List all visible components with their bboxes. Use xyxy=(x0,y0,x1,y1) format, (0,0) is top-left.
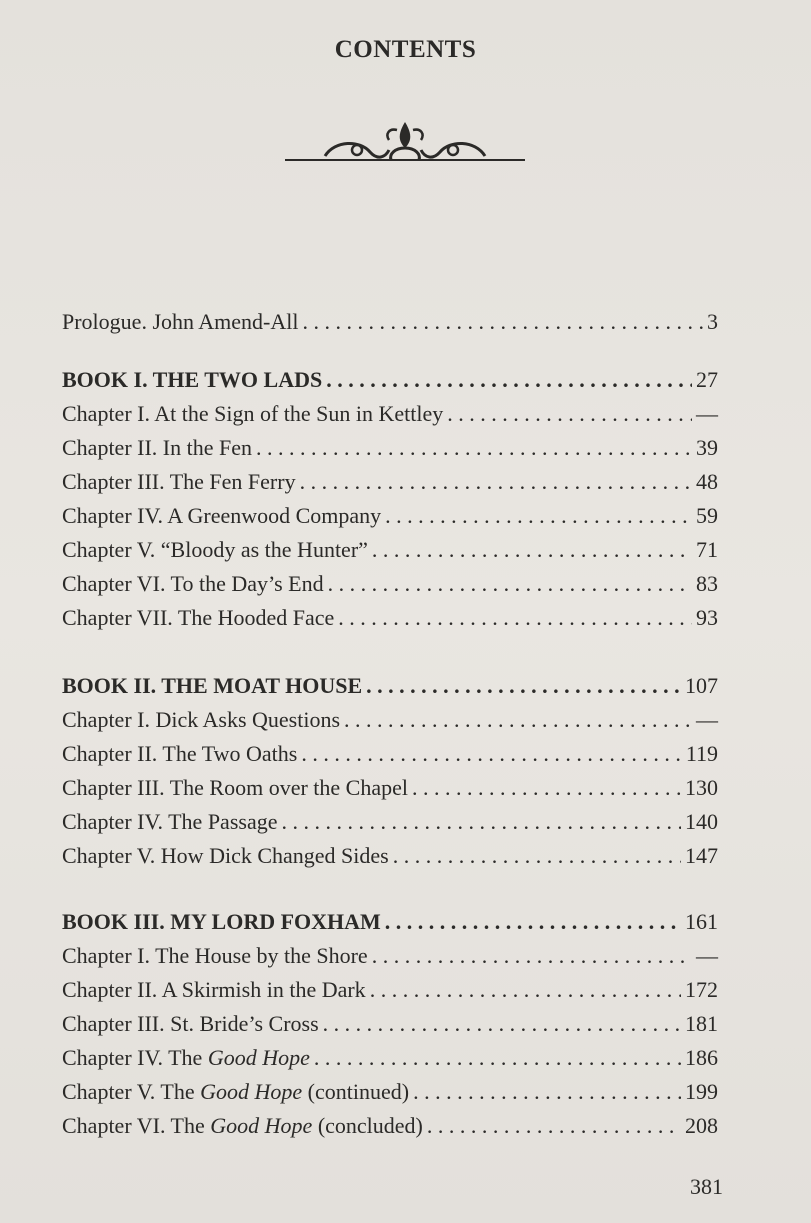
toc-page-number: 147 xyxy=(685,843,718,868)
toc-page-number: 208 xyxy=(685,1113,718,1138)
dot-leader xyxy=(300,466,692,498)
decorative-flourish-icon xyxy=(285,118,525,174)
toc-entry xyxy=(62,466,718,498)
toc-page-number: 83 xyxy=(696,571,718,596)
toc-page-number: 59 xyxy=(696,503,718,528)
toc-entry-title: Chapter I. Dick Asks Questions xyxy=(62,707,341,732)
toc-page-number: 48 xyxy=(696,469,718,494)
page-number: 381 xyxy=(690,1174,723,1199)
toc-entry xyxy=(62,806,718,838)
dot-leader xyxy=(447,398,692,430)
dot-leader xyxy=(301,738,681,770)
toc-entry xyxy=(62,500,718,532)
toc-page-number: 39 xyxy=(696,435,718,460)
toc-page-number: 140 xyxy=(685,809,718,834)
toc-entry xyxy=(62,602,718,634)
toc-entry-title: Chapter VI. To the Day’s End xyxy=(62,571,324,596)
toc-entry-title: BOOK I. THE TWO LADS xyxy=(62,367,323,392)
toc-page-number: 71 xyxy=(696,537,718,562)
dot-leader xyxy=(372,940,692,972)
toc-entry-title xyxy=(62,1042,310,1074)
toc-entry xyxy=(62,772,718,804)
toc-page-number: — xyxy=(696,943,718,968)
toc-entry xyxy=(62,1042,718,1074)
page-title: CONTENTS xyxy=(334,36,477,63)
toc-entry-title: Chapter III. The Room over the Chapel xyxy=(62,775,408,800)
toc-entry xyxy=(62,940,718,972)
toc-entry-title-suffix: (continued) xyxy=(302,1079,410,1104)
toc-entry-title: BOOK II. THE MOAT HOUSE xyxy=(62,673,363,698)
dot-leader xyxy=(412,772,681,804)
dot-leader xyxy=(328,568,692,600)
toc-entry-title: Chapter III. St. Bride’s Cross xyxy=(62,1011,319,1036)
toc-entry xyxy=(62,1110,718,1142)
toc-entry xyxy=(62,974,718,1006)
toc-entry xyxy=(62,568,718,600)
toc-entry-title: Prologue. John Amend-All xyxy=(62,309,299,334)
toc-page-number: 172 xyxy=(685,977,718,1002)
toc-page-number: 93 xyxy=(696,605,718,630)
dot-leader xyxy=(385,906,681,938)
toc-entry-title: Chapter V. “Bloody as the Hunter” xyxy=(62,537,368,562)
toc-entry xyxy=(62,398,718,430)
toc-entry-title: Chapter IV. A Greenwood Company xyxy=(62,503,382,528)
toc-entry-title: Chapter II. A Skirmish in the Dark xyxy=(62,977,366,1002)
toc-entry-title-prefix: Chapter VI. The xyxy=(62,1113,211,1138)
dot-leader xyxy=(413,1076,681,1108)
toc-entry xyxy=(62,1076,718,1108)
toc-entry-title-prefix: Chapter V. The xyxy=(62,1079,201,1104)
dot-leader xyxy=(256,432,692,464)
toc-book-heading xyxy=(62,906,718,938)
toc-page-number: 199 xyxy=(685,1079,718,1104)
dot-leader xyxy=(326,364,692,396)
toc-entry xyxy=(62,840,718,872)
toc-entry xyxy=(62,306,718,338)
toc-page-number: — xyxy=(696,401,718,426)
toc-entry-title-prefix: Chapter IV. The xyxy=(62,1045,208,1070)
toc-entry-title: Chapter II. The Two Oaths xyxy=(62,741,298,766)
toc-entry-title-italic: Good Hope xyxy=(210,1113,313,1138)
dot-leader xyxy=(303,306,704,338)
toc-page-number: 130 xyxy=(685,775,718,800)
toc-page-number: — xyxy=(696,707,718,732)
dot-leader xyxy=(385,500,692,532)
dot-leader xyxy=(314,1042,681,1074)
toc-entry-title xyxy=(62,1076,409,1108)
toc-entry-title xyxy=(62,1110,423,1142)
toc-entry xyxy=(62,1008,718,1040)
toc-entry-title: BOOK III. MY LORD FOXHAM xyxy=(62,909,381,934)
toc-entry xyxy=(62,704,718,736)
toc-entry-title: Chapter IV. The Passage xyxy=(62,809,278,834)
toc-page-number: 107 xyxy=(685,673,718,698)
dot-leader xyxy=(393,840,681,872)
dot-leader xyxy=(344,704,692,736)
toc-entry-title-italic: Good Hope xyxy=(207,1045,310,1070)
toc-book-heading xyxy=(62,364,718,396)
toc-page-number: 119 xyxy=(685,741,718,766)
toc-entry xyxy=(62,432,718,464)
toc-entry-title-suffix: (concluded) xyxy=(312,1113,423,1138)
dot-leader xyxy=(427,1110,681,1142)
dot-leader xyxy=(370,974,681,1006)
toc-page-number: 27 xyxy=(696,367,718,392)
dot-leader xyxy=(372,534,692,566)
toc-page-number: 186 xyxy=(685,1045,718,1070)
toc-entry-title: Chapter I. At the Sign of the Sun in Kettley xyxy=(62,401,444,426)
toc-entry-title: Chapter I. The House by the Shore xyxy=(62,943,368,968)
dot-leader xyxy=(281,806,681,838)
toc-book-heading xyxy=(62,670,718,702)
toc-entry-title: Chapter II. In the Fen xyxy=(62,435,252,460)
toc-entry-title: Chapter VII. The Hooded Face xyxy=(62,605,335,630)
toc-entry-title: Chapter V. How Dick Changed Sides xyxy=(62,843,389,868)
toc-page-number: 181 xyxy=(685,1011,718,1036)
dot-leader xyxy=(323,1008,681,1040)
dot-leader xyxy=(366,670,681,702)
toc-entry xyxy=(62,738,718,770)
toc-entry-title-italic: Good Hope xyxy=(200,1079,303,1104)
toc-entry xyxy=(62,534,718,566)
dot-leader xyxy=(338,602,692,634)
toc-entry-title: Chapter III. The Fen Ferry xyxy=(62,469,296,494)
toc-page-number: 161 xyxy=(685,909,718,934)
toc-page-number: 3 xyxy=(707,309,718,334)
